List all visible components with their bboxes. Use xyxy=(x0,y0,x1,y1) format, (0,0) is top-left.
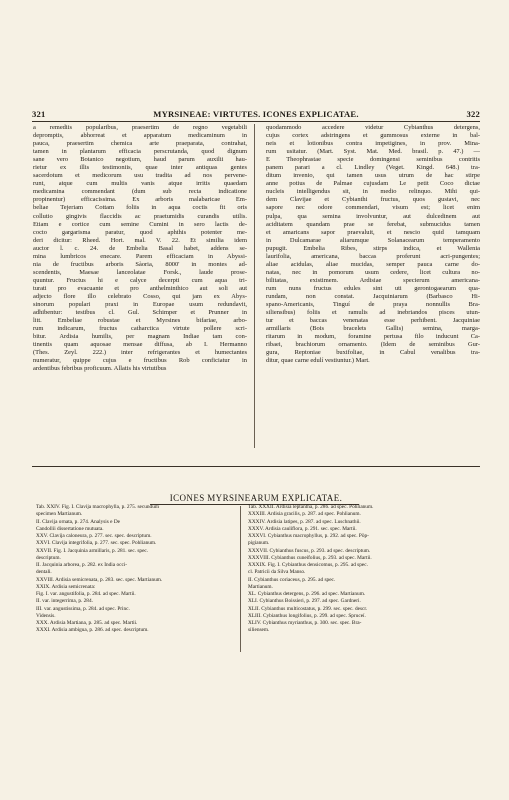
text-line: aciditatem quandam prae se ferebat, submucidus tamen xyxy=(266,220,480,228)
plate-entry: Tab. XXIV. Fig. I. Clavija macrophylla, p. 275. secundum xyxy=(36,504,159,510)
text-line: cujus cortex adstringens et gummosus externe in bal- xyxy=(266,132,480,140)
plate-list-left xyxy=(36,504,261,635)
plate-entry: XXV. Clavija caloneura, p. 277. sec. spec. descriptum. xyxy=(36,533,152,539)
text-line: a remediis popularibus, praesertim de regno vegetabili xyxy=(33,124,247,131)
plate-entry: XXXVIII. Cybianthus cuneifolius, p. 293. ad spec. Martii. xyxy=(248,554,372,561)
text-line: quuntur. Fructus hi e calyce decerpti cum aqua tri- xyxy=(33,276,247,284)
plate-list-separator xyxy=(240,506,241,652)
text-line: runt, atque cum multis vanis atque irritis quaedam xyxy=(33,180,247,188)
plate-entry: II. var. integerrima, p. 284. xyxy=(36,598,93,605)
text-line: ardentibus febribus proficuum. Allatis his virtutibus xyxy=(33,365,167,373)
page-number-right: 322 xyxy=(466,109,480,119)
plate-list-right xyxy=(248,504,473,635)
text-line: medicamina commendant (dum sub recta indicatione xyxy=(33,188,247,196)
plate-entry: XLII. Cybianthus multicostatus, p. 299. sec. spec. descr. xyxy=(248,605,368,612)
text-line: beliae Tejeriam Cottam foliis in aqua coctis fit oris xyxy=(33,204,247,212)
plate-entry: XXVII. Fig. I. Jacquinia armillaris, p. 281. sec. spec. xyxy=(36,547,149,554)
text-line: spano-Americanis, Tinguí de praya nonnullis Bra- xyxy=(266,301,480,309)
running-title: MYRSINEAE: VIRTUTES. ICONES EXPLICATAE. xyxy=(153,109,359,119)
text-line: quodammodo accedere videtur Cybianthus detergens, xyxy=(266,124,480,131)
body-column-left xyxy=(33,124,247,373)
text-line: ditur, quae carne edulí vestiuntur.) Mart. xyxy=(266,357,370,365)
plate-entry: XXVI. Clavija integrifolia, p. 277. sec. spec. Pohlianum. xyxy=(36,540,157,547)
plate-entry: XLI. Cybianthus Boissieri, p. 297. ad spec. Gardneri. xyxy=(248,598,361,605)
text-line: turati pro evacuante et pro anthelminthico aut soli aut xyxy=(33,284,247,292)
text-line: sacerdotum et medicorum usu tradita ad nos pervene- xyxy=(33,172,247,180)
text-line: Etiam e cortice cum semine Cumini in sero lactis de- xyxy=(33,220,247,228)
text-line: pulpa, qua semina involvuntur, aut dulcedinem aut xyxy=(266,212,480,220)
header-rule xyxy=(32,121,480,122)
text-line: bitur. Ardisia humilis, per magnam Indiae tam con- xyxy=(33,333,247,341)
plate-entry: descriptum. xyxy=(36,554,61,561)
text-line: mina lumbricos enecare. Parem efficaciam in Abyssi- xyxy=(33,252,247,260)
plate-entry: XXXVII. Cybianthus fuscus, p. 293. ad spec. descriptum. xyxy=(248,547,371,554)
plate-entry: XXVIII. Ardisia semicrenata, p. 283. sec. spec. Martianum. xyxy=(36,576,163,583)
running-header xyxy=(32,109,480,121)
plate-entry: specimen Martianum. xyxy=(36,511,83,518)
section-title: ICONES MYRSINEARUM EXPLICATAE. xyxy=(169,493,343,503)
plate-entry: dentali. xyxy=(36,569,52,576)
text-line: gura, Reptoniae buxifoliae, in Cabul venalibus tra- xyxy=(266,349,480,357)
text-line: rum usitatur. (Mart. Syst. Mat. Med. brasil. p. 47.) — xyxy=(266,148,480,156)
plate-entry: Tab. XXXII. Ardisia leptantha, p. 286. ad spec. Pohlianum. xyxy=(248,504,374,510)
text-line: tamen in plantarum efficacia perscrutanda, quod dignum xyxy=(33,148,247,156)
text-line: bilitatas, existimem. Ardisiae specierum americana- xyxy=(266,276,480,284)
text-line: nucleis intelligendus sit, in medio relinquo. Mihi qui- xyxy=(266,188,480,196)
text-line: rundam, non constat. Jacquiniarum (Barbasco Hi- xyxy=(266,292,480,300)
text-line: siliensibus) foliis et ramulis ad inebriandos pisces utun- xyxy=(266,309,480,317)
text-line: ritarum in modum, foramine pertusa filo inducunt Ca- xyxy=(266,333,480,341)
text-line: propinentur) efficacissima. Ex arboris malabaricae Em- xyxy=(33,196,247,204)
plate-entry: siliensem. xyxy=(248,627,270,634)
text-line: neis et lotionibus contra impetigines, in prov. Mina- xyxy=(266,140,480,148)
text-line: depromptis, abhorreat et apparatum medicaminum in xyxy=(33,132,247,140)
text-line: rietur ex illis testimoniis, quae inter antiquas gentes xyxy=(33,164,247,172)
plate-entry: XL. Cybianthus detergens, p. 296. ad spec. Martianum. xyxy=(248,591,366,597)
text-line: adjecto flore illo celebrato Cosso, qui jam ex Abys- xyxy=(33,292,247,300)
plate-entry: III. var. angustissima, p. 284. ad spec. Princ. xyxy=(36,605,130,612)
text-line: adhibentur: testibus cl. Gul. Schimper et Prunner in xyxy=(33,309,247,317)
plate-entry: XXIX. Ardisia semicrenata: xyxy=(36,583,96,590)
plate-entry: II. Cybianthus coriaceus, p. 295. ad spec. xyxy=(248,576,336,583)
text-line: (Thes. Zeyl. 222.) inter refrigerantes et humectantes xyxy=(33,349,247,357)
text-line: ribaei, brachiorum ornamento. (Idem de seminibus Gur- xyxy=(266,341,480,349)
plate-entry: Martianum. xyxy=(248,583,273,590)
plate-entry: cl. Patricii da Silva Manso. xyxy=(248,569,306,576)
text-line: nia de fructibus arboris Sàoria, 8000' in montes ad- xyxy=(33,260,247,268)
plate-entry: XLIV. Cybianthus myrianthus, p. 300. sec. spec. Bra- xyxy=(248,620,362,626)
text-line: scendentis, Maesae lanceolatae Forsk., laude prose- xyxy=(33,268,247,276)
plate-entry: XXXIV. Ardisia latipes, p. 287. ad spec. Luschnathii. xyxy=(248,518,361,525)
plate-entry: XXXIX. Fig. I. Cybianthus densicomus, p. 295. ad spec. xyxy=(248,562,368,568)
text-line: panem parari a cl. Lindley (Veget. Kingd. 648.) tra- xyxy=(266,164,480,172)
text-line: natas, nec in pomorum usum cedere, licet cultura no- xyxy=(266,268,480,276)
text-line: auctor l. c. 24. de Embelia Basal habet, addens se- xyxy=(33,244,247,252)
plate-entry: II. Jacquinia arborea, p. 282. ex India occi- xyxy=(36,562,128,568)
text-line: tinentis quam aquosae mensae diffusa, ab I. Hermanno xyxy=(33,341,247,349)
text-line: et amaricans sapor praevaluit, et nescio quid tamquam xyxy=(266,228,480,236)
plate-entry: XLIII. Cybianthus longifolius, p. 299. ad spec. Spruceí. xyxy=(248,612,366,619)
text-line: anne potius de Palmae cujusdam Le petit Coco dictae xyxy=(266,180,480,188)
text-line: rum nuns fructus edules sint uti gerontogaearum qua- xyxy=(266,284,480,292)
text-line: sinorum populari praxi in Europae usum redundavit, xyxy=(33,301,247,309)
text-line: E Theophrastae specie domingensi seminibus contritis xyxy=(266,156,480,164)
column-separator xyxy=(254,124,255,448)
plate-entry: Vidensis. xyxy=(36,612,56,619)
page-number-left: 321 xyxy=(32,109,46,119)
plate-entry: Candollii dissertatione mutuata. xyxy=(36,525,104,532)
text-line: laurifolia, americana, baccas proferunt acri-pungentes; xyxy=(266,252,480,260)
text-line: ditum invenio, qui tamen usus utrum de hac stirpe xyxy=(266,172,480,180)
text-line: armillaris (Bois bracelets Gallis) semina, marga- xyxy=(266,325,480,333)
text-line: collutio gingivis flaccidis ac praetumidis curandis utilis. xyxy=(33,212,247,220)
text-line: tur et baccas venenatas esse perhibent. Jacquiniae xyxy=(266,317,480,325)
plate-entry: XXXV. Ardisia cauliflora, p. 291. sec. spec. Martii. xyxy=(248,525,357,532)
plate-entry: pigianum. xyxy=(248,540,270,547)
plate-entry: XXXIII. Ardisia gracilis, p. 287. ad spec. Pohlianum. xyxy=(248,511,361,518)
plate-entry: Fig. I. var. angustifolia, p. 284. ad spec. Martii. xyxy=(36,591,136,597)
plate-entry: XXXVI. Cybianthus macrophyllus, p. 292. ad spec. Pöp- xyxy=(248,533,369,539)
text-line: aliae acidulas, aliae mucidas, semper pauca carne do- xyxy=(266,260,480,268)
text-line: litt. Embeliae robustae et Myrsines bifariae, arbo- xyxy=(33,317,247,325)
section-rule-top xyxy=(32,466,480,467)
text-line: numeratur, quippe cujus e fructibus Rob conficiatur in xyxy=(33,357,247,365)
text-line: sane vero Botanico negotium, haud parum auxilii hau- xyxy=(33,156,247,164)
plate-entry: XXXI. Ardisia ambigua, p. 286. ad spec. descriptum. xyxy=(36,627,149,634)
text-line: pauca, praesertim chemica arte praeparata, contrahat, xyxy=(33,140,247,148)
text-line: sapore nec odore commendari, visum est; licet enim xyxy=(266,204,480,212)
text-line: cocto gargarisma paratur, quod aphthis potenter me- xyxy=(33,228,247,236)
text-line: pupugit. Embelia Ribes, stirps indica, et Wallenia xyxy=(266,244,480,252)
text-line: deri dicitur: Rheed. Hort. mal. V. 22. Et similia idem xyxy=(33,236,247,244)
text-line: in Dulcamarae aliarumque Solanacearum temperamento xyxy=(266,236,480,244)
text-line: rum indicarum, fructus catharctica virtute pollere scri- xyxy=(33,325,247,333)
plate-entry: XXX. Ardisia Martiana, p. 285. ad spec. Martii. xyxy=(36,620,138,626)
plate-entry: II. Clavija ornata, p. 274. Analysis e De xyxy=(36,518,120,525)
text-line: dem Clavijae et Cybianthi fructus, quos gustavi, nec xyxy=(266,196,480,204)
body-column-right xyxy=(266,124,480,365)
